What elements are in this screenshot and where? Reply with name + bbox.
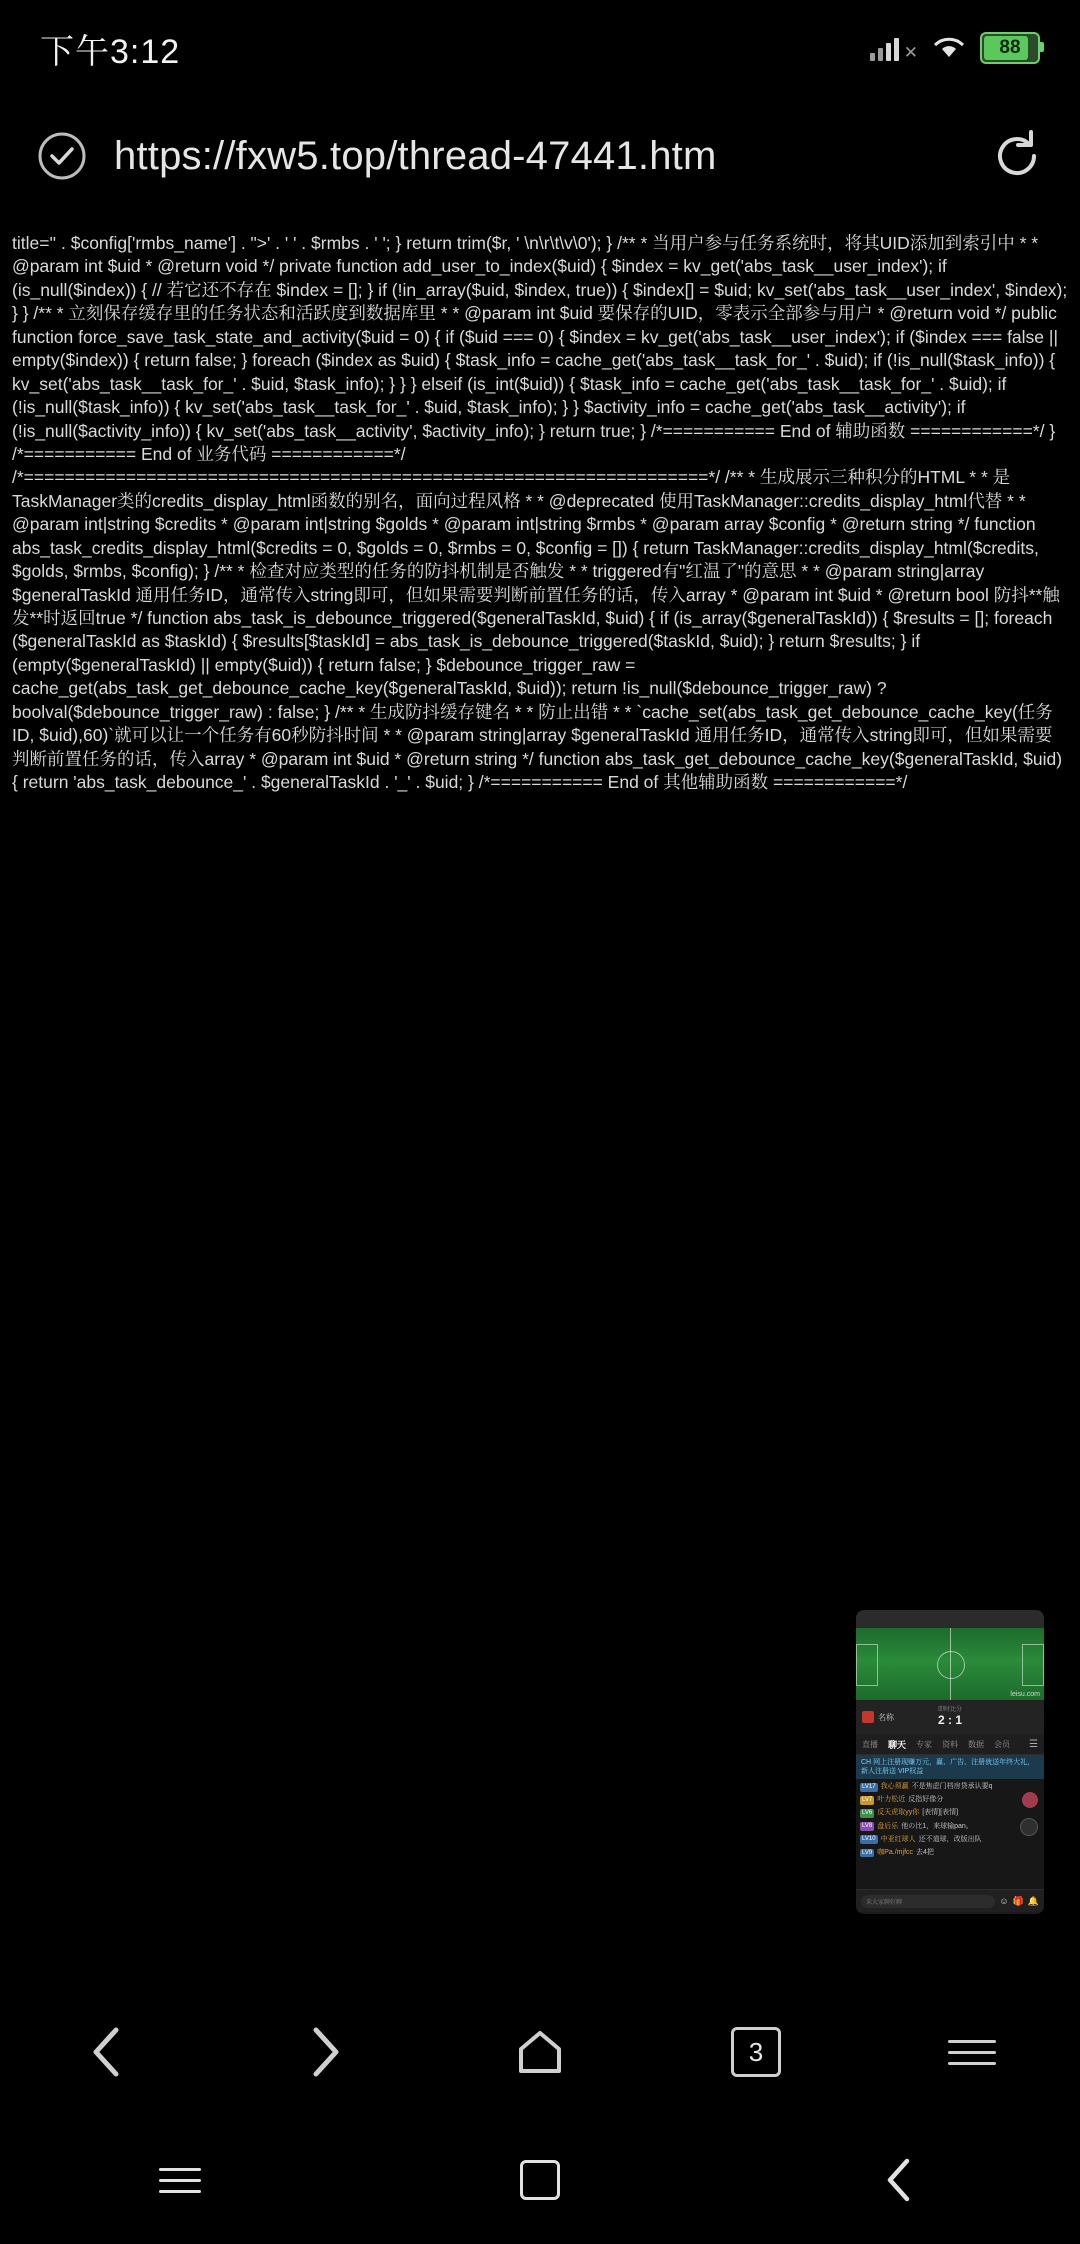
emoji-icon[interactable]: ☺ [999, 1896, 1009, 1907]
avatar [1022, 1795, 1038, 1805]
chat-text: 他の比1，来球输pan。 [901, 1822, 973, 1830]
recents-menu-icon[interactable] [159, 2168, 201, 2193]
tab-count-badge[interactable]: 3 [731, 2027, 781, 2077]
hamburger-menu-icon[interactable] [948, 2040, 996, 2065]
list-item [860, 1782, 1040, 1792]
score-bar [856, 1700, 1044, 1734]
chat-text: 还不道球，改版出队 [918, 1835, 982, 1843]
chat-level-badge: LV9 [862, 1849, 873, 1856]
team-badge-icon [862, 1711, 874, 1723]
chat-text: 反指好像分 [908, 1796, 944, 1804]
tab-chat[interactable]: 聊天 [888, 1739, 907, 1750]
list-item [860, 1835, 1040, 1845]
chat-level-badge: LV10 [862, 1836, 876, 1843]
chat-level-badge: LV8 [862, 1823, 873, 1830]
chat-level-badge: LV17 [862, 1783, 876, 1790]
battery-icon [980, 32, 1040, 64]
chat-input[interactable]: 来大家聊好聊 [861, 1895, 995, 1908]
score-label: 即时比分 [937, 1707, 962, 1714]
chat-level-badge: LV6 [862, 1810, 873, 1817]
home-team [862, 1711, 894, 1723]
battery-level: 88 [999, 37, 1021, 58]
chevron-right-icon [302, 2024, 346, 2080]
nav-back-button[interactable] [830, 2135, 970, 2225]
score-center [938, 1707, 962, 1727]
list-item [860, 1795, 1040, 1805]
back-chevron-icon [881, 2156, 919, 2204]
status-bar [0, 0, 1080, 96]
pitch-watermark: leisu.com [1010, 1691, 1040, 1698]
chat-user: 叶力松近 [877, 1796, 906, 1804]
tab-member[interactable]: 会员 [994, 1739, 1011, 1749]
list-item [860, 1848, 1040, 1858]
tab-info[interactable]: 资料 [942, 1739, 959, 1749]
browser-home-button[interactable] [480, 2002, 600, 2102]
page-content [0, 222, 1080, 2244]
signal-off-icon: ✕ [903, 43, 918, 62]
chat-user: 盘后乐 [877, 1822, 899, 1830]
chat-level-badge: LV7 [862, 1797, 873, 1804]
home-team-name: 名称 [878, 1712, 894, 1722]
list-menu-icon[interactable]: ☰ [1029, 1738, 1038, 1750]
chat-user: 中亚红球人 [880, 1835, 916, 1843]
list-item [860, 1808, 1040, 1818]
signal-icon [870, 35, 918, 61]
chat-text: 去4把 [916, 1848, 934, 1856]
source-code-text: title='' . $config['rmbs_name'] . ">' . ' ' . $rmbs . ' '; } return trim($r, ' \n\r\t\v\0'); } /** * 当用户参与任务系统时，将其UID添加到索引中 * * @param int $uid * @return void */ private function add_user_to_index($uid) { $index = kv_get('abs_task__user_index'); if (is_null($index)) { // 若它还不存在 $index = []; } if (!in_array($uid, $index, true)) { $index[] = $uid; kv_set('abs_task__user_index', $index); } } /** * 立刻保存缓存里的任务状态和活跃度到数据库里 * * @param int $uid 要保存的UID，零表示全部参与用户 * @return void */ public function force_save_task_state_and_activity($uid = 0) { if ($uid === 0) { $index = kv_get('abs_task__user_index'); if ($index === false || empty($index)) { return false; } foreach ($index as $uid) { $task_info = cache_get('abs_task__task_for_' . $uid); if (!is_null($task_info)) { kv_set('abs_task__task_for_' . $uid, $task_info); } } } elseif (is_int($uid)) { $task_info = cache_get('abs_task__task_for_' . $uid); if (!is_null($task_info)) { kv_set('abs_task__task_for_' . $uid, $task_info); } } $activity_info = cache_get('abs_task__activity'); if (!is_null($activity_info)) { kv_set('abs_task__activity', $activity_info); } return true; } /*=========== End of 辅助函数 ============*/ } /*=========== End of 业务代码 ============*/ /*===================================================================*/ /** * 生成展示三种积分的HTML * * 是TaskManager类的credits_display_html函数的别名，面向过程风格 * * @deprecated 使用TaskManager::credits_display_html代替 * * @param int|string $credits * @param int|string $golds * @param int|string $rmbs * @param array $config * @return string */ function abs_task_credits_display_html($credits = 0, $golds = 0, $rmbs = 0, $config = []) { return TaskManager::credits_display_html($credits, $golds, $rmbs, $config); } /** * 检查对应类型的任务的防抖机制是否触发 * * triggered有"红温了"的意思 * * @param string|array $generalTaskId 通用任务ID，通常传入string即可，但如果需要判断前置任务的话，传入array * @param int $uid * @return bool 防抖**触发**时返回true */ function abs_task_is_debounce_triggered($generalTaskId, $uid) { if (is_array($generalTaskId)) { $results = []; foreach ($generalTaskId as $taskId) { $results[$taskId] = abs_task_is_debounce_triggered($taskId, $uid); } return $results; } if (empty($generalTaskId) || empty($uid)) { return false; } $debounce_trigger_raw = cache_get(abs_task_get_debounce_cache_key($generalTaskId, $uid)); return !is_null($debounce_trigger_raw) ? boolval($debounce_trigger_raw) : false; } /** * 生成防抖缓存键名 * * 防止出错 * * `cache_set(abs_task_get_debounce_cache_key(任务ID, $uid),60)`就可以让一个任务有60秒防抖时间 * * @param string|array $generalTaskId 通用任务ID，通常传入string即可，但如果需要判断前置任务的话，传入array * @param int $uid * @return string */ function abs_task_get_debounce_cache_key($generalTaskId, $uid) { return 'abs_task_debounce_' . $generalTaskId . '_' . $uid; } /*=========== End of 其他辅助函数 ============*/ [12, 233, 1068, 793]
browser-forward-button[interactable] [264, 2002, 384, 2102]
gift-icon[interactable]: 🎁 [1012, 1895, 1024, 1906]
status-clock: 下午3:12 [40, 32, 181, 71]
chat-text: 不是焦虑门档房贷承认要q [911, 1783, 993, 1791]
reload-icon[interactable] [990, 129, 1044, 183]
address-bar[interactable] [0, 96, 1080, 216]
system-nav-bar [0, 2116, 1080, 2244]
chat-input-bar[interactable] [856, 1889, 1044, 1912]
player-tabs[interactable] [856, 1734, 1044, 1755]
tab-expert[interactable]: 专家 [916, 1739, 933, 1749]
match-pitch-view[interactable] [856, 1628, 1044, 1700]
list-item [860, 1822, 1040, 1832]
url-input[interactable]: https://fxw5.top/thread-47441.htm [114, 133, 717, 178]
promo-banner[interactable] [856, 1755, 1044, 1779]
chevron-left-icon [86, 2024, 130, 2080]
send-icon[interactable]: 🔔 [1027, 1895, 1039, 1906]
wifi-icon [932, 35, 966, 61]
score-value: 2 : 1 [937, 1712, 962, 1727]
browser-back-button[interactable] [48, 2002, 168, 2102]
browser-tabs-button[interactable] [696, 2002, 816, 2102]
chat-user: 我心须赢 [880, 1783, 909, 1791]
nav-recents-button[interactable] [110, 2135, 250, 2225]
nav-home-button[interactable] [470, 2135, 610, 2225]
chat-user: 反天虎取yy你 [877, 1809, 920, 1817]
browser-menu-button[interactable] [912, 2002, 1032, 2102]
status-icons [870, 32, 1040, 64]
tab-live[interactable]: 直播 [862, 1739, 878, 1749]
player-titlebar [856, 1610, 1044, 1628]
home-square-icon[interactable] [520, 2160, 560, 2200]
shield-check-icon [36, 130, 88, 182]
browser-toolbar [0, 1988, 1080, 2116]
chat-list[interactable] [856, 1779, 1044, 1889]
promo-text: 网上注册现赚万元，赢、广告、注册就送年终大礼，新人注册送 VIP权益 [861, 1759, 1035, 1776]
avatar [1020, 1822, 1038, 1832]
promo-tag: CH [861, 1759, 872, 1766]
chat-user: 咖Pa./mjfcc [877, 1848, 914, 1856]
floating-player-card[interactable] [856, 1610, 1044, 1914]
tab-data[interactable]: 数据 [968, 1739, 985, 1749]
chat-text: [表情][表情] [922, 1809, 959, 1817]
home-icon [513, 2025, 567, 2079]
